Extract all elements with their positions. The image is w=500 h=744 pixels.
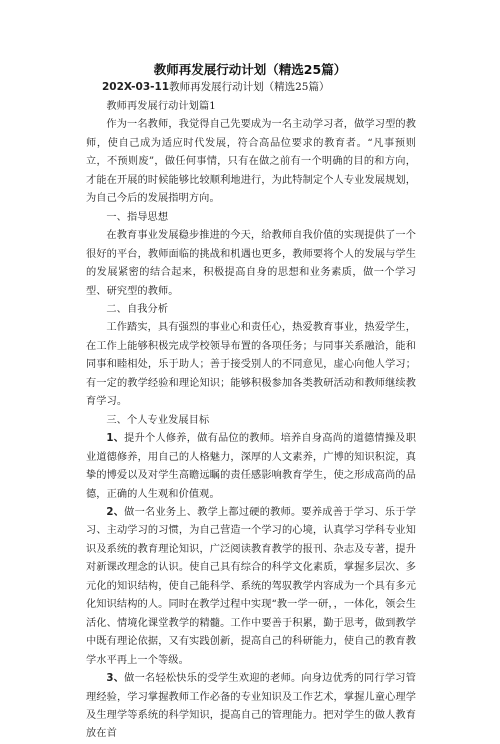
meta-title: 教师再发展行动计划（精选25篇） [169, 81, 330, 93]
goal-number-2: 2、 [106, 506, 125, 518]
goal-number-1: 1、 [106, 433, 125, 445]
document-title: 教师再发展行动计划（精选25篇） [153, 62, 347, 77]
meta-date: 202X-03-11 [102, 81, 170, 93]
section-heading-guiding-ideology: 一、指导思想 [106, 211, 169, 223]
document-body [86, 98, 416, 744]
goal-number-3: 3、 [106, 673, 125, 685]
section-heading-self-analysis: 二、自我分析 [106, 303, 169, 315]
chapter-heading: 教师再发展行动计划篇1 [106, 101, 216, 112]
document-meta [102, 80, 329, 94]
goal-paragraph-2 [86, 504, 416, 670]
section-heading-development-goals: 三、个人专业发展目标 [106, 414, 210, 426]
goal-text-3: 做一名轻松快乐的受学生欢迎的老师。向身边优秀的同行学习管理经验，学习掌握教师工作必备的专业知识及工作艺术，掌握儿童心理学及生理学等系统的科学知识，提高自己的管理能力。把对学生的做人教育放在首 [86, 673, 416, 740]
goal-paragraph-1 [86, 430, 416, 504]
goal-text-1: 提升个人修养，做有品位的教师。培养自身高尚的道德情操及职业道德修养，用自己的人格魅力，深厚的人文素养，广博的知识积淀，真挚的博爱以及对学生高瞻远瞩的责任感影响教育学生，使之形成高尚的品德，正确的人生观和价值观。 [86, 433, 416, 500]
goal-text-2: 做一名业务上、教学上都过硬的教师。要养成善于学习、乐于学习、主动学习的习惯，为自己营造一个学习的心境，认真学习学科专业知识及系统的教育理论知识，广泛阅读教育教学的报刊、杂志及专著，提升对新课改理念的认识。使自己具有综合的科学文化素质，掌握多层次、多元化的知识结构，使自己能科学、系统的驾驭教学内容成为一个具有多元化知识结构的人。同时在教学过程中实现“教一学一研，，一体化，领会生活化、情境化课堂教学的精髓。工作中要善于积累，勤于思考，做到教学中既有理论依据，又有实践创新，提高自己的科研能力，使自己的教育教学水平再上一个等级。 [86, 506, 416, 666]
intro-paragraph: 作为一名教师，我觉得自己先要成为一名主动学习者，做学习型的教师，使自己成为适应时代发展，符合高品位要求的教育者。“凡事预则立，不预则废”，做任何事情，只有在做之前有一个明确的目的和方向，才能在开展的时候能够比较顺利地进行，为此特制定个人专业发展规划，为自己今后的发展指明方向。 [86, 119, 416, 205]
section-paragraph-self-analysis: 工作踏实，具有强烈的事业心和责任心，热爱教育事业，热爱学生，在工作上能够积极完成学校领导布置的各项任务；与同事关系融洽，能和同事和睦相处，乐于助人；善于接受别人的不同意见，虚心向他人学习；有一定的教学经验和理论知识；能够积极参加各类教研活动和教师继续教育学习。 [86, 322, 416, 408]
section-paragraph-guiding-ideology: 在教育事业发展稳步推进的今天，给教师自我价值的实现提供了一个很好的平台，教师面临的挑战和机遇也更多，教师要将个人的发展与学生的发展紧密的结合起来，积极提高自身的思想和业务素质，做一个学习型、研究型的教师。 [86, 230, 416, 297]
